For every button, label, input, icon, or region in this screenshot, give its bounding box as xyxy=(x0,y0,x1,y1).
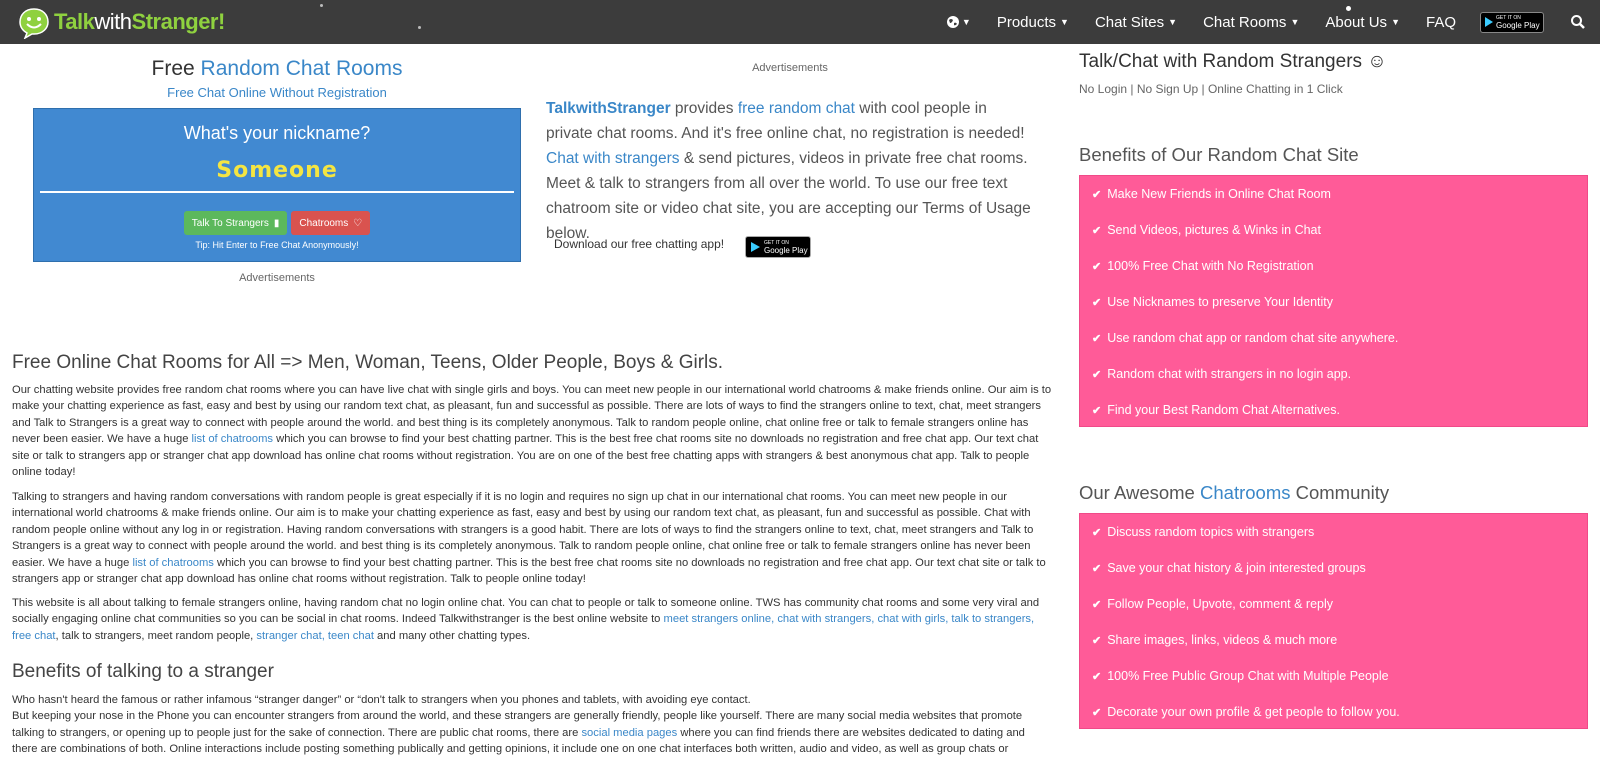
nickname-question: What's your nickname? xyxy=(183,123,371,143)
star-decoration xyxy=(418,26,421,29)
check-icon: ✔ xyxy=(1092,670,1102,683)
brand-link[interactable]: TalkwithStranger xyxy=(546,100,671,117)
list-item: ✔ Follow People, Upvote, comment & reply xyxy=(1092,597,1334,611)
talk-to-strangers-button[interactable]: Talk To Strangers ▮ xyxy=(184,211,288,235)
play-store-icon xyxy=(751,242,760,252)
advertisements-label: Advertisements xyxy=(752,62,828,74)
logo-text: TalkwithStranger! xyxy=(54,9,225,34)
list-item: ✔ Discuss random topics with strangers xyxy=(1092,525,1315,539)
stranger-chat-links[interactable]: stranger chat, teen chat xyxy=(256,629,374,642)
search-icon[interactable] xyxy=(1570,14,1586,30)
nav-about-us[interactable]: About Us ▼ xyxy=(1325,13,1400,31)
chevron-down-icon: ▼ xyxy=(1290,17,1300,27)
check-icon: ✔ xyxy=(1092,404,1102,417)
chatrooms-button[interactable]: Chatrooms ♡ xyxy=(291,211,370,235)
list-item: ✔ Share images, links, videos & much more xyxy=(1092,633,1338,647)
check-icon: ✔ xyxy=(1092,706,1102,719)
chat-bubble-icon: ▮ xyxy=(273,217,280,229)
nickname-form xyxy=(33,108,521,262)
site-logo[interactable] xyxy=(18,4,225,40)
check-icon: ✔ xyxy=(1092,634,1102,647)
social-media-pages-link[interactable]: social media pages xyxy=(581,726,678,739)
nav-chat-sites[interactable]: Chat Sites ▼ xyxy=(1094,13,1178,31)
nav-products[interactable]: Products ▼ xyxy=(996,13,1069,31)
list-item: ✔ 100% Free Public Group Chat with Multiple People xyxy=(1092,669,1389,683)
benefits-list xyxy=(1079,175,1588,427)
paragraph: Our chatting website provides free random chat rooms where you can have live chat with single girls and boys. You can meet new people in our international world chatrooms & make friends online. Our aim is to make your chatting experience as fast, easy and best by using our random text chat, as pleasant, fun and successful as possible. There are lots of ways to find the strangers online to text, chat, meet strangers and Talk to Strangers is a great way to connect with people around the world. and best thing is its completely anonymous. Talk to random people online, chat online free or talk to female strangers online has never been easier. We have a huge list of chatrooms which you can browse to find your best chatting partner. This is the best free chat rooms site no downloads no registration and free chat app. Our text chat site or talk to strangers app or stranger chat app download has online chat rooms without registration. You are on one of the best free chatting apps with strangers & best anonymous chat app. Talk to people online today! xyxy=(12,384,1052,479)
check-icon: ✔ xyxy=(1092,368,1102,381)
list-item: ✔ 100% Free Chat with No Registration xyxy=(1092,259,1314,273)
list-item: ✔ Random chat with strangers in no login app. xyxy=(1092,367,1352,381)
intro-paragraph: TalkwithStranger provides free random chat with cool people in private chat rooms. And it's free online chat, no registration is needed! Chat with strangers & send pictures, videos in private free chat rooms. Meet & talk to strangers from all over the world. To use our free text chatroom site or video chat site, you are accepting our Terms of Usage below. xyxy=(546,100,1031,242)
check-icon: ✔ xyxy=(1092,562,1102,575)
download-app-text: Download our free chatting app! xyxy=(554,237,725,251)
benefits-heading: Benefits of Our Random Chat Site xyxy=(1079,144,1359,165)
google-play-badge[interactable] xyxy=(1480,12,1544,33)
google-play-badge[interactable] xyxy=(745,236,811,258)
form-buttons xyxy=(34,211,520,235)
list-of-chatrooms-link[interactable]: list of chatrooms xyxy=(132,556,214,569)
list-item: ✔ Save your chat history & join interested groups xyxy=(1092,561,1366,575)
paragraph: This website is all about talking to female strangers online, having random chat no login online chat. You can chat to people or talk to someone online. TWS has community chat rooms and some very viral and socially engaging online chat communities so you can be social in chat rooms. Indeed Talkwithstranger is the best online website to meet strangers online, chat with strangers, chat with girls, talk to strangers, free chat, talk to strangers, meet random people, stranger chat, teen chat and many other chatting types. xyxy=(12,597,1040,642)
enter-tip: Tip: Hit Enter to Free Chat Anonymously! xyxy=(195,240,359,250)
nickname-input[interactable] xyxy=(40,149,514,193)
section-heading: Free Online Chat Rooms for All => Men, Woman, Teens, Older People, Boys & Girls. xyxy=(12,352,724,373)
check-icon: ✔ xyxy=(1092,260,1102,273)
check-icon: ✔ xyxy=(1092,332,1102,345)
list-item: ✔ Decorate your own profile & get people to follow you. xyxy=(1092,705,1400,719)
list-item: ✔ Send Videos, pictures & Winks in Chat xyxy=(1092,223,1321,237)
meet-strangers-links[interactable]: meet strangers online, chat with strangers, chat with girls, talk to strangers, free chat xyxy=(12,613,1035,642)
nav-menu xyxy=(920,0,1586,44)
hero-subtitle: Free Chat Online Without Registration xyxy=(167,85,387,100)
random-chat-rooms-link[interactable]: Random Chat Rooms xyxy=(200,57,403,80)
advertisements-label: Advertisements xyxy=(239,272,315,284)
chevron-down-icon: ▼ xyxy=(1391,17,1400,27)
google-play-label: GET IT ON Google Play xyxy=(764,240,808,255)
community-list xyxy=(1079,513,1588,729)
sidebar-title: Talk/Chat with Random Strangers ☺ xyxy=(1079,51,1387,72)
chevron-down-icon: ▼ xyxy=(1168,17,1178,27)
list-item: ✔ Find your Best Random Chat Alternatives. xyxy=(1092,403,1340,417)
sidebar-subtitle: No Login | No Sign Up | Online Chatting in 1 Click xyxy=(1079,82,1343,96)
check-icon: ✔ xyxy=(1092,188,1102,201)
nav-faq[interactable]: FAQ xyxy=(1425,13,1456,31)
chat-with-strangers-link[interactable]: Chat with strangers xyxy=(546,150,680,167)
check-icon: ✔ xyxy=(1092,224,1102,237)
nav-chat-rooms[interactable]: Chat Rooms ▼ xyxy=(1203,13,1300,31)
list-item: ✔ Use random chat app or random chat site anywhere. xyxy=(1092,331,1399,345)
top-navbar xyxy=(0,0,1600,44)
google-play-label: GET IT ON Google Play xyxy=(1496,15,1540,30)
section-heading: Benefits of talking to a stranger xyxy=(12,661,274,682)
list-item: ✔ Make New Friends in Online Chat Room xyxy=(1092,187,1331,201)
star-decoration xyxy=(320,4,323,7)
list-item: ✔ Use Nicknames to preserve Your Identity xyxy=(1092,295,1334,309)
chatrooms-link[interactable]: Chatrooms xyxy=(1200,482,1291,503)
free-random-chat-link[interactable]: free random chat xyxy=(737,100,855,117)
paragraph: Talking to strangers and having random conversations with random people is great especially if it is no login and requires no sign up chat in our international chat rooms. You can meet new people in our international world chatrooms & make friends online. Our aim is to make your chatting experience as fast, easy and best by using our random text chat, as pleasant, fun and successful as possible. Chat with random people online without any log in or registration. Having random conversations with strangers is a good habit. There are lots of ways to find the strangers online to text, chat, meet strangers and Talk to Strangers is a great way to connect with people around the world. and best thing is its completely anonymous. Talk to random people online, chat online free or talk to female strangers online has never been easier. We have a huge list of chatrooms which you can browse to find your best chatting partner. This is the best free chat rooms site no downloads no registration and free chat app. Our text chat site or talk to strangers app or stranger chat app download has online chat rooms without registration. Talk to people online today! xyxy=(12,491,1046,586)
community-heading: Our Awesome Chatrooms Community xyxy=(1079,482,1390,503)
check-icon: ✔ xyxy=(1092,598,1102,611)
paragraph: Who hasn't heard the famous or rather infamous “stranger danger” or “don't talk to strangers when you phones and tablets, with avoiding eye contact. But keeping your nose in the Phone you can encounter strangers from around the world, and these strangers are generally friendly, people like yourself. There are many social media websites that promote talking to strangers, or opening up to people just for the sake of connection. There are public chat rooms, there are social media pages where you can find friends there are websites dedicated to dating and there are combinations of both. Online interactions include posting something publically and getting opinions, it include one on one chat interfaces both written, audio and video, as well as group chats or xyxy=(12,694,1025,756)
hero-title: Free Random Chat Rooms xyxy=(151,57,403,80)
play-store-icon xyxy=(1485,17,1493,27)
check-icon: ✔ xyxy=(1092,526,1102,539)
chevron-down-icon: ▼ xyxy=(1060,17,1069,27)
list-of-chatrooms-link[interactable]: list of chatrooms xyxy=(191,433,273,446)
check-icon: ✔ xyxy=(1092,296,1102,309)
smiley-bubble-icon xyxy=(18,7,50,37)
language-globe-icon[interactable]: ▼ xyxy=(946,15,971,29)
heart-icon: ♡ xyxy=(353,217,363,229)
